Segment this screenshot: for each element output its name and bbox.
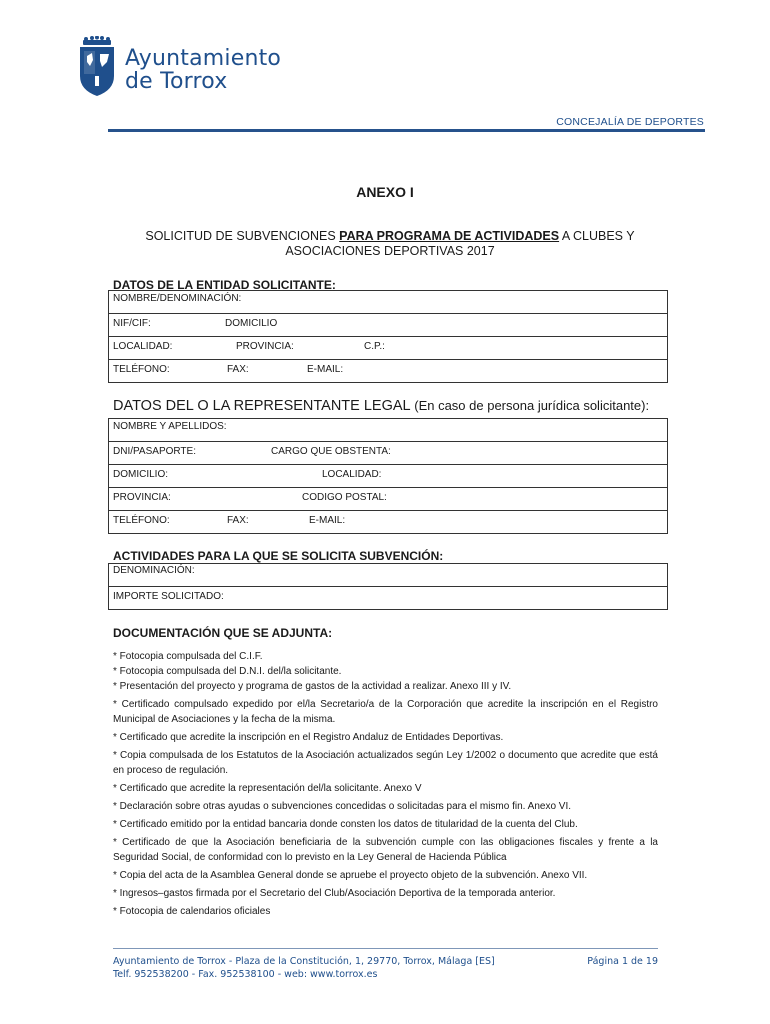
list-item: * Fotocopia compulsada del C.I.F. [113, 651, 263, 662]
entidad-telefono-row[interactable] [109, 360, 667, 382]
representante-heading-text: DATOS DEL O LA REPRESENTANTE LEGAL [113, 398, 411, 414]
representante-heading-note: (En caso de persona jurídica solicitante): [410, 398, 650, 413]
documentacion-list [113, 649, 658, 922]
actividades-denominacion-row[interactable] [109, 564, 667, 587]
subtitle-line2: ASOCIACIONES DEPORTIVAS 2017 [285, 244, 495, 258]
representante-provincia-label: PROVINCIA: [113, 492, 171, 503]
list-item: * Fotocopia de calendarios oficiales [113, 906, 271, 917]
representante-domicilio-row[interactable] [109, 465, 667, 488]
subtitle-part1: SOLICITUD DE SUBVENCIONES [145, 229, 340, 243]
logo-subtitle: de Torrox [125, 69, 228, 94]
entidad-form [108, 290, 668, 383]
documentacion-heading: DOCUMENTACIÓN QUE SE ADJUNTA: [113, 626, 333, 640]
coat-of-arms-icon [78, 36, 116, 98]
list-item: * Certificado compulsado expedido por el/la Secretario/a de la Corporación que acredite la inscripción en el Registro Municipal de Asociaciones y la fecha de la misma. [113, 699, 658, 725]
entidad-nif-row[interactable] [109, 314, 667, 337]
list-item: * Presentación del proyecto y programa de gastos de la actividad a realizar. Anexo III y IV. [113, 681, 512, 692]
list-item: * Declaración sobre otras ayudas o subvenciones concedidas o solicitadas para el mismo fin. Anexo VI. [113, 801, 572, 812]
representante-localidad-label: LOCALIDAD: [322, 469, 382, 480]
logo [78, 36, 318, 98]
list-item: * Certificado que acredite la inscripción en el Registro Andaluz de Entidades Deportivas. [113, 732, 504, 743]
representante-dni-row[interactable] [109, 442, 667, 465]
representante-form [108, 418, 668, 534]
list-item: * Certificado de que la Asociación beneficiaria de la subvención cumple con las obligaciones fiscales y frente a la Seguridad Social, de conformidad con lo previsto en la Ley General de Hacienda Pública [113, 837, 658, 863]
document-title: ANEXO I [356, 184, 414, 200]
entidad-nombre-label: NOMBRE/DENOMINACIÓN: [113, 293, 242, 304]
footer-contact: Telf. 952538200 - Fax. 952538100 - web: www.torrox.es [113, 969, 378, 980]
list-item: * Fotocopia compulsada del D.N.I. del/la solicitante. [113, 666, 342, 677]
header-divider [108, 129, 705, 132]
entidad-fax-label: FAX: [227, 364, 249, 375]
list-item: * Copia compulsada de los Estatutos de la Asociación actualizados según Ley 1/2002 o documento que acredite que está en proceso de regulación. [113, 750, 658, 776]
subtitle-bold: PARA PROGRAMA DE ACTIVIDADES [339, 229, 560, 243]
representante-cargo-label: CARGO QUE OBSTENTA: [271, 446, 391, 457]
representante-cp-label: CODIGO POSTAL: [302, 492, 387, 503]
entidad-heading: DATOS DE LA ENTIDAD SOLICITANTE: [113, 278, 336, 292]
representante-email-label: E-MAIL: [309, 515, 346, 526]
entidad-provincia-label: PROVINCIA: [236, 341, 294, 352]
entidad-telefono-label: TELÉFONO: [113, 364, 170, 375]
footer-divider [113, 948, 658, 949]
list-item: * Ingresos–gastos firmada por el Secretario del Club/Asociación Deportiva de la temporada anterior. [113, 888, 556, 899]
representante-heading [113, 398, 649, 414]
entidad-nombre-row[interactable] [109, 291, 667, 314]
actividades-denominacion-label: DENOMINACIÓN: [113, 565, 195, 576]
entidad-nif-label: NIF/CIF: [113, 318, 151, 329]
subtitle-part2: A CLUBES Y [559, 229, 635, 243]
entidad-email-label: E-MAIL: [307, 364, 344, 375]
page-number: Página 1 de 19 [587, 956, 658, 967]
entidad-cp-label: C.P.: [364, 341, 385, 352]
representante-provincia-row[interactable] [109, 488, 667, 511]
actividades-importe-label: IMPORTE SOLICITADO: [113, 591, 224, 602]
representante-dni-label: DNI/PASAPORTE: [113, 446, 196, 457]
department-label: CONCEJALÍA DE DEPORTES [556, 116, 704, 128]
representante-telefono-row[interactable] [109, 511, 667, 533]
footer-address: Ayuntamiento de Torrox - Plaza de la Constitución, 1, 29770, Torrox, Málaga [ES] [113, 956, 495, 967]
list-item: * Certificado emitido por la entidad bancaria donde consten los datos de titularidad de la cuenta del Club. [113, 819, 578, 830]
representante-nombre-row[interactable] [109, 419, 667, 442]
actividades-form [108, 563, 668, 610]
list-item: * Certificado que acredite la representación del/la solicitante. Anexo V [113, 783, 422, 794]
representante-domicilio-label: DOMICILIO: [113, 469, 169, 480]
representante-telefono-label: TELÉFONO: [113, 515, 170, 526]
representante-fax-label: FAX: [227, 515, 249, 526]
representante-nombre-label: NOMBRE Y APELLIDOS: [113, 421, 227, 432]
list-item: * Copia del acta de la Asamblea General donde se apruebe el proyecto objeto de la subvención. Anexo VII. [113, 870, 588, 881]
logo-title: Ayuntamiento [125, 46, 282, 71]
entidad-localidad-row[interactable] [109, 337, 667, 360]
entidad-localidad-label: LOCALIDAD: [113, 341, 173, 352]
actividades-heading: ACTIVIDADES PARA LA QUE SE SOLICITA SUBVENCIÓN: [113, 549, 444, 563]
entidad-domicilio-label: DOMICILIO [225, 318, 278, 329]
document-subtitle [110, 229, 670, 259]
actividades-importe-row[interactable] [109, 587, 667, 609]
